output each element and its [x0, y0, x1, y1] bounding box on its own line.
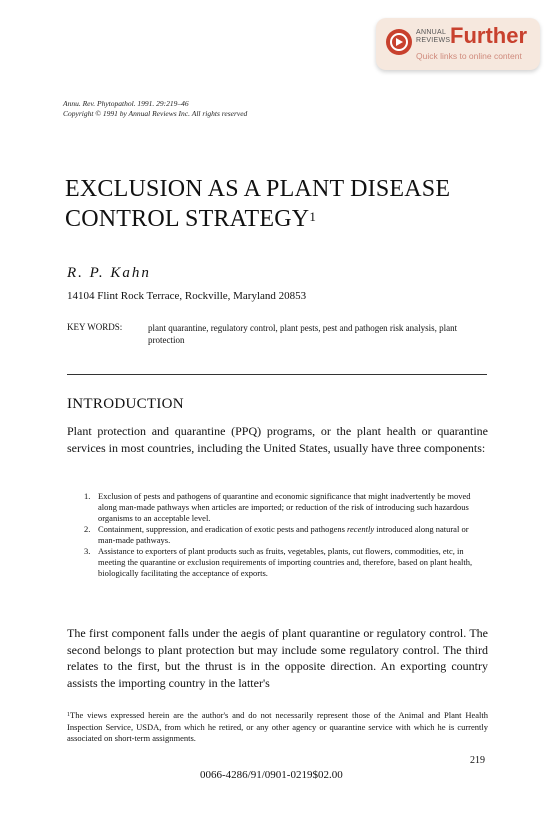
- badge-publisher-line1: ANNUAL: [416, 29, 447, 36]
- title-line-1: EXCLUSION AS A PLANT DISEASE: [65, 176, 451, 202]
- list-item-emphasis: recently: [347, 524, 375, 534]
- title-footnote-mark: 1: [309, 209, 317, 224]
- footnote: [67, 710, 488, 745]
- title-line-2: [65, 204, 505, 234]
- keywords-label: KEY WORDS:: [67, 322, 123, 332]
- footnote-mark: 1: [67, 712, 70, 718]
- title-line-2-text: CONTROL STRATEGY: [65, 206, 310, 232]
- article-title: [65, 174, 505, 234]
- citation-line: Annu. Rev. Phytopathol. 1991. 29:219–46: [63, 99, 189, 108]
- badge-publisher-line2: REVIEWS: [416, 37, 451, 44]
- list-item-number: 1.: [84, 491, 91, 501]
- journal-citation: [63, 99, 247, 119]
- footnote-text: The views expressed herein are the author's and do not necessarily represent those of the Animal and Plant Health Inspection Service, USDA, from which he retired, or any other agency or quarantine service with which he is currently associated on short-term assignments.: [67, 710, 488, 743]
- author-name: R. P. Kahn: [67, 265, 151, 281]
- introduction-paragraph-2: The first component falls under the aegis of plant quarantine or regulatory control. The second belongs to plant protection but may include some regulatory control. The third relates to the first, but the thrust is in the opposite direction. An exporting country assists the importing country in the latter's: [67, 626, 488, 690]
- article-code: 0066-4286/91/0901-0219$02.00: [200, 769, 343, 781]
- list-item-text-continued: introduced along natural or man-made pathways.: [98, 524, 469, 545]
- badge-further-label: Further: [450, 23, 527, 48]
- page-number: 219: [470, 755, 485, 766]
- section-divider: [67, 374, 487, 375]
- list-item: [84, 491, 484, 524]
- list-item-text: Containment, suppression, and eradication of exotic pests and pathogens: [98, 524, 348, 534]
- annual-reviews-logo-icon: [386, 29, 412, 55]
- list-item-text: Assistance to exporters of plant products such as fruits, vegetables, plants, cut flowers, commodities, etc, in meeting the quarantine or exclusion requirements of importing countries and, therefore, based on plant health, biologically facilitating the acceptance of exports.: [98, 546, 473, 578]
- list-item-number: 3.: [84, 546, 91, 556]
- introduction-paragraph-1: Plant protection and quarantine (PPQ) programs, or the plant health or quarantine services in most countries, including the United States, usually have three components:: [67, 424, 488, 455]
- introduction-heading: INTRODUCTION: [67, 396, 184, 412]
- keywords-text: plant quarantine, regulatory control, plant pests, pest and pathogen risk analysis, plant protection: [148, 323, 458, 345]
- author-address: 14104 Flint Rock Terrace, Rockville, Maryland 20853: [67, 290, 307, 302]
- further-badge[interactable]: [376, 18, 540, 70]
- list-item-number: 2.: [84, 524, 91, 534]
- badge-publisher-label: [416, 29, 450, 45]
- badge-quick-links[interactable]: Quick links to online content: [416, 51, 522, 61]
- components-list: [84, 491, 484, 579]
- list-item: [84, 546, 484, 579]
- list-item: [84, 524, 484, 546]
- copyright-line: Copyright © 1991 by Annual Reviews Inc. All rights reserved: [63, 109, 248, 118]
- list-item-text: Exclusion of pests and pathogens of quarantine and economic significance that might inadvertently be moved along man-made pathways when articles are imported; or reduction of the risk of introducing such hazardous organisms to an acceptable level.: [98, 491, 471, 523]
